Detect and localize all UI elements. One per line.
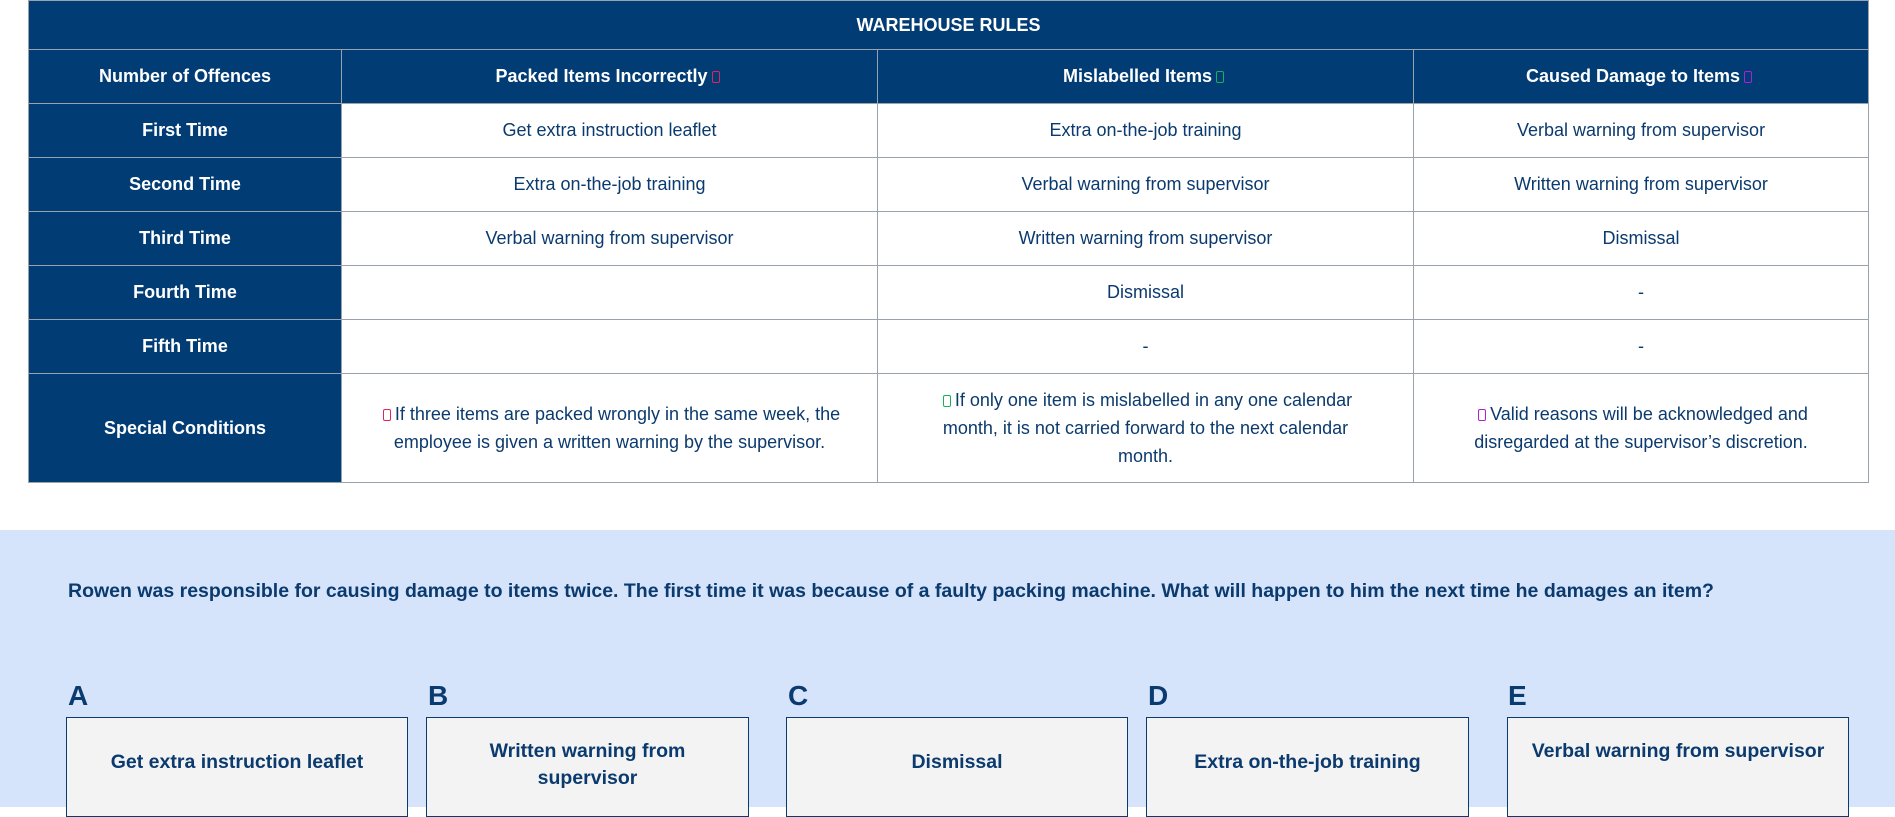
table-cell: Dismissal	[878, 266, 1414, 320]
marker-icon	[383, 409, 391, 421]
special-condition-cell	[1414, 374, 1869, 483]
row-header: Fourth Time	[29, 266, 342, 320]
special-condition-text: Valid reasons will be acknowledged and disregarded at the supervisor’s discretion.	[1474, 404, 1808, 452]
marker-icon	[1216, 71, 1224, 83]
option-letter-a: A	[68, 680, 89, 711]
special-condition-text: If only one item is mislabelled in any one calendar month, it is not carried forward to the next calendar month.	[942, 390, 1353, 466]
row-header: First Time	[29, 104, 342, 158]
column-header-label: Packed Items Incorrectly	[495, 66, 708, 86]
option-label: Written warning from supervisor	[489, 740, 686, 789]
column-header-damage	[1414, 50, 1869, 104]
marker-icon	[712, 71, 720, 83]
marker-icon	[1744, 71, 1752, 83]
table-cell	[342, 320, 878, 374]
option-b-button[interactable]	[426, 717, 749, 817]
table-cell: Extra on-the-job training	[878, 104, 1414, 158]
table-row	[29, 266, 1869, 320]
table-cell: Dismissal	[1414, 212, 1869, 266]
table-cell: Written warning from supervisor	[878, 212, 1414, 266]
table-row	[29, 212, 1869, 266]
warehouse-rules-table	[28, 0, 1869, 483]
column-header-packed	[342, 50, 878, 104]
table-cell: Get extra instruction leaflet	[342, 104, 878, 158]
row-header: Second Time	[29, 158, 342, 212]
table-cell: Verbal warning from supervisor	[1414, 104, 1869, 158]
option-c-button[interactable]	[786, 717, 1128, 817]
column-header-mislabelled	[878, 50, 1414, 104]
table-row	[29, 320, 1869, 374]
option-label: Get extra instruction leaflet	[110, 751, 364, 773]
question-panel	[0, 530, 1895, 807]
question-text: Rowen was responsible for causing damage to items twice. The first time it was because of a faulty packing machine. What will happen to him the next time he damages an item?	[68, 580, 1714, 602]
option-d-button[interactable]	[1146, 717, 1469, 817]
option-label: Verbal warning from supervisor	[1531, 740, 1825, 762]
special-condition-cell	[342, 374, 878, 483]
marker-icon	[1478, 409, 1486, 421]
table-title: WAREHOUSE RULES	[29, 1, 1869, 50]
table-cell: -	[878, 320, 1414, 374]
special-condition-text: If three items are packed wrongly in the same week, the employee is given a written warning by the supervisor.	[393, 404, 841, 452]
option-e-button[interactable]	[1507, 717, 1849, 817]
column-header-label: Caused Damage to Items	[1525, 66, 1741, 86]
special-condition-cell	[878, 374, 1414, 483]
option-letter-b: B	[428, 680, 449, 711]
row-header: Special Conditions	[29, 374, 342, 483]
option-letter-d: D	[1148, 680, 1169, 711]
option-letter-e: E	[1508, 680, 1527, 711]
table-row	[29, 104, 1869, 158]
table-cell: Extra on-the-job training	[342, 158, 878, 212]
marker-icon	[943, 395, 951, 407]
option-a-button[interactable]	[66, 717, 408, 817]
column-header-label: Mislabelled Items	[1062, 66, 1213, 86]
option-label: Extra on-the-job training	[1194, 751, 1421, 773]
option-label: Dismissal	[911, 751, 1003, 773]
row-header: Fifth Time	[29, 320, 342, 374]
table-cell: -	[1414, 266, 1869, 320]
table-cell: Verbal warning from supervisor	[342, 212, 878, 266]
table-cell: Verbal warning from supervisor	[878, 158, 1414, 212]
corner-header: Number of Offences	[29, 50, 342, 104]
table-cell: -	[1414, 320, 1869, 374]
special-conditions-row	[29, 374, 1869, 483]
row-header: Third Time	[29, 212, 342, 266]
table-row	[29, 158, 1869, 212]
table-cell: Written warning from supervisor	[1414, 158, 1869, 212]
option-letter-c: C	[788, 680, 809, 711]
table-cell	[342, 266, 878, 320]
